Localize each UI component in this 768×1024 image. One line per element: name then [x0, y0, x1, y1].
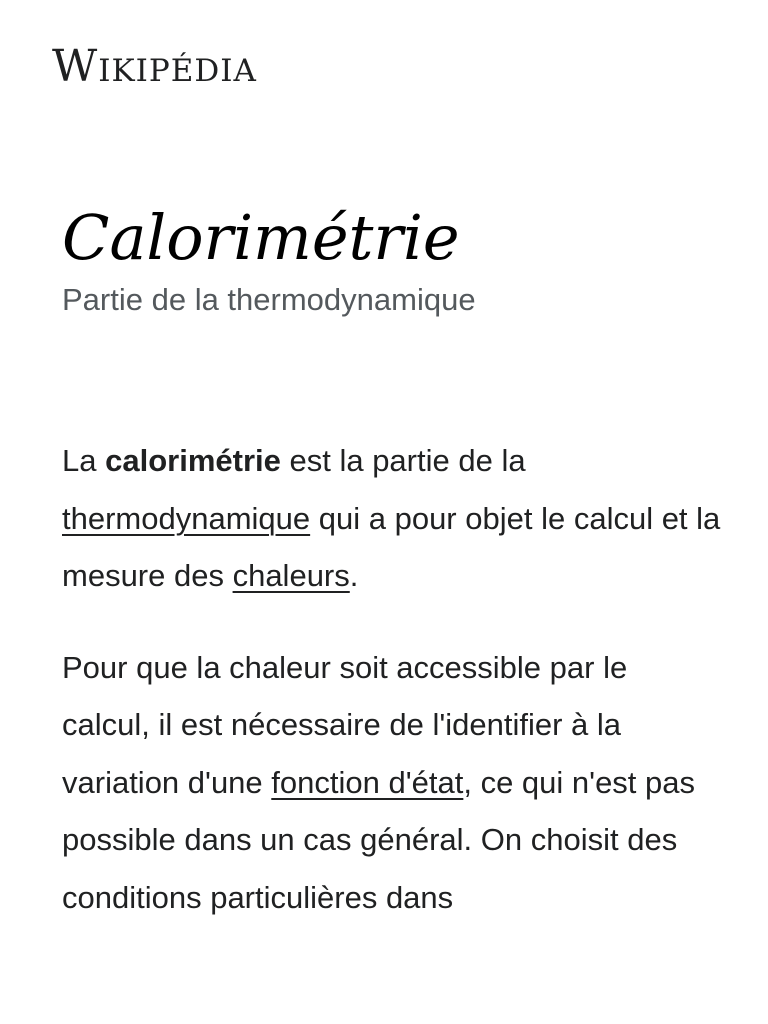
wikipedia-wordmark[interactable]: Wikipédia	[52, 41, 257, 92]
article-subject-bold: calorimétrie	[105, 443, 281, 478]
page-title: Calorimétrie	[62, 201, 460, 274]
article-paragraph-1	[62, 432, 722, 605]
paragraph-text: , ce qui n'est pas possible dans un cas général. On choisit des conditions particulières dans	[62, 764, 696, 915]
link-fonction-etat[interactable]: fonction d'état	[271, 764, 464, 800]
article-header	[62, 200, 708, 320]
paragraph-text: Pour que la chaleur soit accessible par le calcul, il est nécessaire de l'identifier à la variation d'une	[62, 649, 628, 800]
article-paragraph-2	[62, 639, 722, 927]
paragraph-text: est la partie de la	[280, 443, 526, 478]
link-chaleurs[interactable]: chaleurs	[232, 558, 350, 593]
article-body	[62, 432, 722, 960]
paragraph-text: qui a pour objet le calcul et la mesure des	[62, 500, 721, 593]
page-subtitle: Partie de la thermodynamique	[62, 282, 476, 317]
paragraph-text: .	[349, 558, 359, 593]
paragraph-text: La	[62, 443, 106, 478]
link-thermodynamique[interactable]: thermodynamique	[62, 500, 311, 536]
